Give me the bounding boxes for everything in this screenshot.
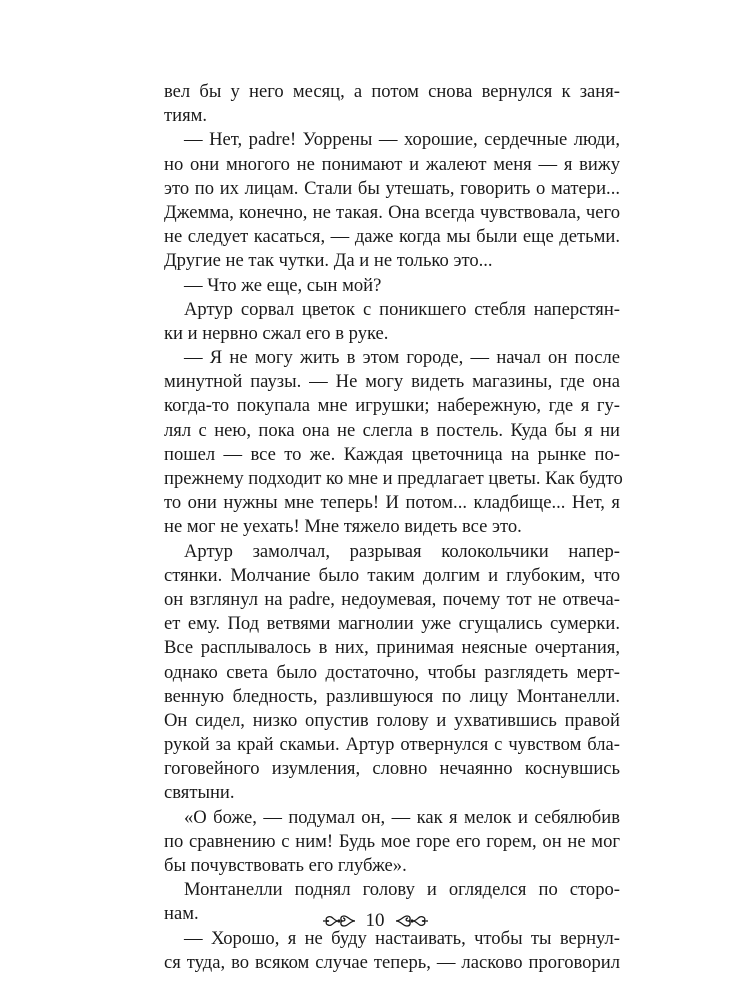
- left-ornament-icon: [322, 912, 356, 930]
- text-line: прежнему подходит ко мне и предлагает цветы. Как будто: [164, 468, 623, 489]
- text-line: святыни.: [164, 782, 235, 804]
- text-line: Артур сорвал цветок с поникшего стебля наперстян-: [184, 298, 620, 320]
- text-line: — Нет, padre! Уоррены — хорошие, сердечные люди,: [184, 129, 620, 151]
- text-line: то они нужны мне теперь! И потом... кладбище... Нет, я: [164, 492, 620, 514]
- text-line: нам.: [164, 903, 199, 925]
- text-line: по сравнению с ним! Будь мое горе его горем, он не мог: [164, 830, 620, 852]
- text-line: пошел — все то же. Каждая цветочница на рынке по-: [164, 443, 620, 465]
- text-line: Монтанелли поднял голову и огляделся по сторо-: [184, 879, 620, 901]
- text-line: рукой за край скамьи. Артур отвернулся с чувством бла-: [164, 734, 620, 756]
- text-line: Все расплывалось в них, принимая неясные очертания,: [164, 637, 620, 659]
- text-line: Джемма, конечно, не такая. Она всегда чувствовала, чего: [164, 201, 620, 223]
- text-line: Другие не так чутки. Да и не только это...: [164, 250, 493, 272]
- body-text: [164, 80, 623, 975]
- text-line: гоговейного изумления, словно нечаянно коснувшись: [164, 758, 620, 780]
- text-line: — Что же еще, сын мой?: [184, 274, 382, 296]
- text-line: но они многого не понимают и жалеют меня — я вижу: [164, 153, 620, 175]
- text-line: ся туда, во всяком случае теперь, — ласково проговорил: [164, 951, 620, 973]
- text-line: — Я не могу жить в этом городе, — начал он после: [184, 347, 620, 369]
- text-line: венную бледность, разлившуюся по лицу Монтанелли.: [164, 685, 620, 707]
- text-line: он взглянул на padre, недоумевая, почему тот не отвеча-: [164, 588, 620, 610]
- text-line: Он сидел, низко опустив голову и ухватившись правой: [164, 709, 620, 731]
- text-line: бы почувствовать его глубже».: [164, 855, 407, 876]
- text-line: минутной паузы. — Не могу видеть магазины, где она: [164, 371, 620, 393]
- text-line: вел бы у него месяц, а потом снова вернулся к заня-: [164, 81, 620, 102]
- text-line: не следует касаться, — даже когда мы были еще детьми.: [164, 226, 620, 248]
- page-footer: [0, 906, 750, 936]
- text-line: однако света было достаточно, чтобы разглядеть мерт-: [164, 661, 620, 683]
- text-line: тиям.: [164, 105, 208, 127]
- text-line: стянки. Молчание было таким долгим и глубоким, что: [164, 564, 620, 586]
- page-number: 10: [365, 910, 385, 931]
- right-ornament-icon: [395, 912, 429, 930]
- text-line: — Хорошо, я не буду настаивать, чтобы ты вернул-: [184, 927, 620, 949]
- text-line: не мог не уехать! Мне тяжело видеть все это.: [164, 516, 522, 538]
- text-line: когда-то покупала мне игрушки; набережную, где я гу-: [164, 395, 620, 417]
- text-line: «О боже, — подумал он, — как я мелок и себялюбив: [184, 806, 620, 828]
- text-line: Артур замолчал, разрывая колокольчики напер-: [184, 540, 620, 562]
- text-line: ки и нервно сжал его в руке.: [164, 322, 389, 344]
- text-line: лял с нею, пока она не слегла в постель. Куда бы я ни: [164, 419, 620, 441]
- text-line: ет ему. Под ветвями магнолии уже сгущались сумерки.: [164, 613, 620, 635]
- text-line: это по их лицам. Стали бы утешать, говорить о матери...: [164, 177, 620, 199]
